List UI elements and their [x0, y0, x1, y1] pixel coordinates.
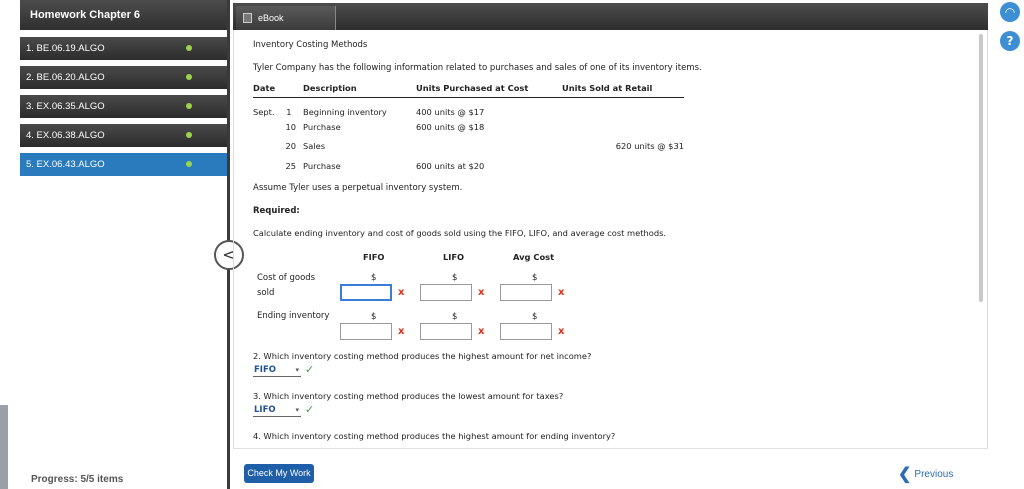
scrollbar[interactable] [979, 34, 983, 302]
cogs-fifo-input[interactable] [340, 284, 392, 301]
question-3: 3. Which inventory costing method produces the lowest amount for taxes? [253, 391, 564, 401]
incorrect-x-icon: x [398, 326, 405, 337]
col-header-date: Date [253, 81, 303, 98]
description-cell: Beginning inventory [303, 106, 387, 117]
col-header-fifo: FIFO [363, 252, 385, 262]
question-2: 2. Which inventory costing method produces the highest amount for net income? [253, 351, 592, 361]
book-icon [243, 13, 252, 23]
sidebar-item-3[interactable] [20, 95, 227, 118]
sidebar-item-label: 2. BE.06.20.ALGO [26, 72, 105, 83]
date-cell: 25 [285, 160, 296, 171]
left-strip-gray [0, 405, 8, 489]
sidebar-item-5[interactable] [20, 153, 227, 176]
table-row [253, 137, 684, 157]
complete-dot-icon [186, 45, 192, 51]
currency-symbol: $ [371, 273, 377, 283]
ending-lifo-input[interactable] [420, 323, 472, 340]
table-row [253, 98, 684, 118]
currency-symbol: $ [371, 312, 377, 322]
instruction-text: Calculate ending inventory and cost of goods sold using the FIFO, LIFO, and average cost methods. [253, 228, 667, 238]
sold-cell [562, 117, 684, 137]
currency-symbol: $ [452, 312, 458, 322]
cogs-lifo-input[interactable] [420, 284, 472, 301]
help-icon[interactable]: ? [1000, 31, 1020, 51]
table-row [253, 156, 684, 176]
description-cell: Sales [303, 141, 326, 152]
description-cell: Purchase [303, 160, 341, 171]
currency-symbol: $ [532, 312, 538, 322]
ebook-tab[interactable] [236, 6, 336, 30]
date-cell: 20 [285, 141, 296, 152]
ending-inventory-row-label: Ending inventory [257, 311, 330, 321]
top-toolbar [233, 3, 988, 30]
complete-dot-icon [186, 161, 192, 167]
chevron-left-icon: ❮ [898, 466, 912, 483]
inventory-table [253, 81, 684, 176]
sold-cell [562, 156, 684, 176]
sidebar-item-label: 1. BE.06.19.ALGO [26, 43, 105, 54]
incorrect-x-icon: x [558, 326, 565, 337]
description-cell: Purchase [303, 121, 341, 132]
left-strip [0, 0, 20, 489]
previous-button[interactable]: ❮ Previous [898, 466, 954, 483]
sold-cell: 620 units @ $31 [615, 141, 684, 152]
sidebar-item-label: 3. EX.06.35.ALGO [26, 101, 105, 112]
sidebar-title: Homework Chapter 6 [20, 0, 227, 30]
sidebar-item-1[interactable] [20, 37, 227, 60]
assumption-text: Assume Tyler uses a perpetual inventory system. [253, 183, 463, 193]
col-header-purchased: Units Purchased at Cost [416, 81, 562, 98]
complete-dot-icon [186, 132, 192, 138]
q3-answer-select[interactable]: LIFO ▾ [254, 405, 299, 415]
col-header-avg-cost: Avg Cost [513, 252, 555, 262]
sidebar [20, 0, 230, 489]
required-label: Required: [253, 206, 300, 216]
check-my-work-button[interactable]: Check My Work [244, 464, 314, 483]
correct-check-icon: ✓ [305, 363, 315, 376]
sold-cell [562, 98, 684, 118]
currency-symbol: $ [452, 273, 458, 283]
headset-icon[interactable]: ◠ [1000, 2, 1020, 22]
purchased-cell: 600 units @ $18 [416, 121, 485, 132]
date-cell: Sept. 1 [253, 106, 292, 117]
date-cell: 10 [285, 121, 296, 132]
chevron-left-icon: < [222, 245, 236, 264]
right-toolbar [993, 0, 1024, 489]
cogs-row-label: Cost of goods sold [257, 273, 316, 298]
col-header-description: Description [303, 81, 416, 98]
sidebar-item-label: 4. EX.06.38.ALGO [26, 130, 105, 141]
problem-intro: Tyler Company has the following information related to purchases and sales of one of its inventory items. [253, 63, 702, 73]
ending-fifo-input[interactable] [340, 323, 392, 340]
sidebar-item-2[interactable] [20, 66, 227, 89]
incorrect-x-icon: x [398, 287, 405, 298]
purchased-cell [416, 137, 562, 157]
chevron-down-icon: ▾ [295, 366, 299, 374]
cogs-avg-input[interactable] [500, 284, 552, 301]
col-header-lifo: LIFO [443, 252, 465, 262]
correct-check-icon: ✓ [305, 403, 315, 416]
q2-answer-select[interactable]: FIFO ▾ [254, 365, 299, 375]
col-header-sold: Units Sold at Retail [562, 81, 684, 98]
incorrect-x-icon: x [478, 287, 485, 298]
table-row [253, 117, 684, 137]
incorrect-x-icon: x [558, 287, 565, 298]
purchased-cell: 400 units @ $17 [416, 106, 485, 117]
progress-text: Progress: 5/5 items [31, 474, 124, 485]
incorrect-x-icon: x [478, 326, 485, 337]
problem-content [233, 30, 988, 448]
purchased-cell: 600 units at $20 [416, 160, 485, 171]
problem-title: Inventory Costing Methods [253, 40, 368, 50]
question-4: 4. Which inventory costing method produces the highest amount for ending inventory? [253, 431, 616, 441]
ebook-label: eBook [258, 13, 284, 23]
sidebar-item-4[interactable] [20, 124, 227, 147]
complete-dot-icon [186, 74, 192, 80]
sidebar-item-label: 5. EX.06.43.ALGO [26, 159, 105, 170]
bottom-bar [233, 448, 988, 489]
chevron-down-icon: ▾ [295, 406, 299, 414]
complete-dot-icon [186, 103, 192, 109]
ending-avg-input[interactable] [500, 323, 552, 340]
currency-symbol: $ [532, 273, 538, 283]
